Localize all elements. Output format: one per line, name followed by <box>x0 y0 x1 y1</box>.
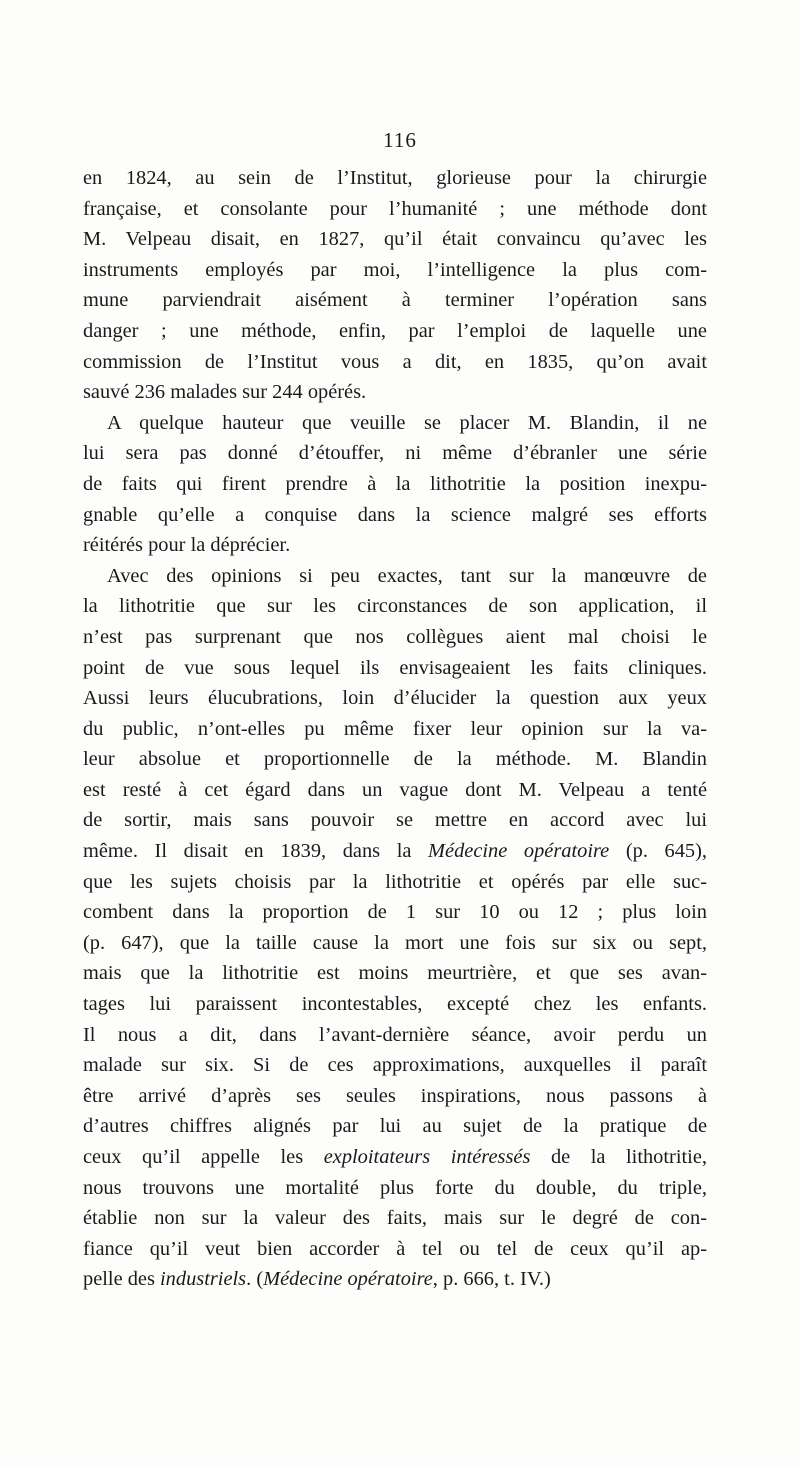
text-line: sauvé 236 malades sur 244 opérés. <box>83 381 367 404</box>
text-line: mais que la lithotritie est moins meurtrière, et que ses avan- <box>83 962 707 985</box>
text-line: de faits qui firent prendre à la lithotritie la position inexpu- <box>83 472 707 495</box>
text-line: en 1824, au sein de l’Institut, glorieuse pour la chirurgie <box>83 167 707 189</box>
text-line: d’autres chiffres alignés par lui au sujet de la pratique de <box>83 1115 707 1138</box>
book-title-italic: Médecine opératoire <box>428 840 610 863</box>
text-line: A quelque hauteur que veuille se placer M. Blandin, il ne <box>107 411 707 434</box>
text-line: M. Velpeau disait, en 1827, qu’il était convaincu qu’avec les <box>83 228 707 251</box>
text-line: malade sur six. Si de ces approximations, auxquelles il paraît <box>83 1054 707 1077</box>
text-line: que les sujets choisis par la lithotritie et opérés par elle suc- <box>83 870 707 893</box>
text-run: . ( <box>246 1268 264 1291</box>
text-line: commission de l’Institut vous a dit, en 1835, qu’on avait <box>83 350 707 373</box>
quoted-word-italic: industriels <box>160 1268 247 1291</box>
text-line: nous trouvons une mortalité plus forte du double, du triple, <box>83 1176 707 1199</box>
text-line: de sortir, mais sans pouvoir se mettre en accord avec lui <box>83 809 707 832</box>
text-run: pelle des <box>83 1268 161 1291</box>
body-text <box>83 163 707 1295</box>
text-line: être arrivé d’après ses seules inspirations, nous passons à <box>83 1084 707 1107</box>
text-run: , p. 666, t. IV.) <box>432 1268 551 1291</box>
text-line: leur absolue et proportionnelle de la méthode. M. Blandin <box>83 748 707 771</box>
book-title-italic: Médecine opératoire <box>263 1268 433 1291</box>
text-line: la lithotritie que sur les circonstances de son application, il <box>83 595 707 618</box>
text-line: est resté à cet égard dans un vague dont M. Velpeau a tenté <box>83 778 707 801</box>
text-line: établie non sur la valeur des faits, mais sur le degré de con- <box>83 1207 707 1230</box>
text-line: mune parviendrait aisément à terminer l’opération sans <box>83 289 707 312</box>
text-line: fiance qu’il veut bien accorder à tel ou tel de ceux qu’il ap- <box>83 1237 707 1260</box>
text-line: instruments employés par moi, l’intelligence la plus com- <box>83 258 707 281</box>
text-line: n’est pas surprenant que nos collègues aient mal choisi le <box>83 625 707 648</box>
text-line: Avec des opinions si peu exactes, tant sur la manœuvre de <box>107 564 707 587</box>
quoted-phrase-italic: exploitateurs intéressés <box>323 1146 531 1168</box>
text-line: Il nous a dit, dans l’avant-dernière séance, avoir perdu un <box>83 1023 707 1046</box>
text-line: danger ; une méthode, enfin, par l’emploi de laquelle une <box>83 319 707 342</box>
page-number: 116 <box>383 128 417 152</box>
text-line: (p. 647), que la taille cause la mort une fois sur six ou sept, <box>83 931 707 954</box>
text-line: point de vue sous lequel ils envisageaient les faits cliniques. <box>83 656 707 679</box>
text-line: du public, n’ont-elles pu même fixer leur opinion sur la va- <box>83 717 707 740</box>
text-run: de la lithotritie, <box>530 1146 707 1168</box>
text-line: lui sera pas donné d’étouffer, ni même d’ébranler une série <box>83 442 707 465</box>
text-line <box>83 836 707 867</box>
text-line: Aussi leurs élucubrations, loin d’élucider la question aux yeux <box>83 687 707 710</box>
text-line: combent dans la proportion de 1 sur 10 ou 12 ; plus loin <box>83 901 707 924</box>
text-line: réitérés pour la déprécier. <box>83 534 291 557</box>
text-run: ceux qu’il appelle les <box>83 1146 324 1168</box>
text-line: tages lui paraissent incontestables, excepté chez les enfants. <box>83 993 707 1016</box>
text-run: (p. 645), <box>609 840 707 863</box>
text-line <box>83 1142 707 1173</box>
text-line <box>83 1264 707 1295</box>
text-run: même. Il disait en 1839, dans la <box>83 840 429 863</box>
text-line: française, et consolante pour l’humanité ; une méthode dont <box>83 197 707 220</box>
text-line: gnable qu’elle a conquise dans la science malgré ses efforts <box>83 503 707 526</box>
